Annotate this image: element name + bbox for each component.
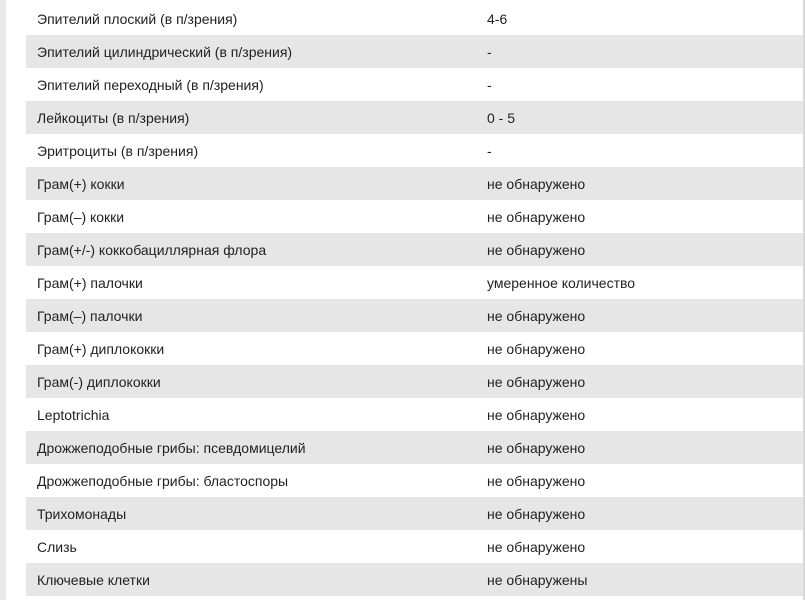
table-row bbox=[26, 68, 803, 101]
parameter-name: Leptotrichia bbox=[26, 398, 476, 431]
parameter-name: Ключевые клетки bbox=[26, 563, 476, 596]
page-left-edge bbox=[0, 0, 6, 600]
parameter-name: Слизь bbox=[26, 530, 476, 563]
table-row bbox=[26, 101, 803, 134]
parameter-name: Лейкоциты (в п/зрения) bbox=[26, 101, 476, 134]
table-row bbox=[26, 464, 803, 497]
table-row bbox=[26, 266, 803, 299]
parameter-value: не обнаружено bbox=[476, 431, 803, 464]
parameter-value: не обнаружено bbox=[476, 233, 803, 266]
table-row bbox=[26, 365, 803, 398]
table-row bbox=[26, 167, 803, 200]
parameter-value: умеренное количество bbox=[476, 266, 803, 299]
parameter-name: Грам(+) кокки bbox=[26, 167, 476, 200]
parameter-value: не обнаружено bbox=[476, 464, 803, 497]
parameter-value: не обнаружено bbox=[476, 497, 803, 530]
parameter-name: Грам(+/-) коккобациллярная флора bbox=[26, 233, 476, 266]
parameter-name: Трихомонады bbox=[26, 497, 476, 530]
table-row bbox=[26, 497, 803, 530]
parameter-name: Грам(–) палочки bbox=[26, 299, 476, 332]
parameter-value: не обнаружено bbox=[476, 530, 803, 563]
table-row bbox=[26, 563, 803, 596]
parameter-value: 4-6 bbox=[476, 2, 803, 35]
parameter-name: Дрожжеподобные грибы: псевдомицелий bbox=[26, 431, 476, 464]
parameter-value: не обнаружено bbox=[476, 332, 803, 365]
table-row bbox=[26, 233, 803, 266]
table-row bbox=[26, 530, 803, 563]
table-row bbox=[26, 2, 803, 35]
parameter-value: - bbox=[476, 134, 803, 167]
parameter-name: Грам(-) диплококки bbox=[26, 365, 476, 398]
parameter-value: - bbox=[476, 35, 803, 68]
parameter-name: Грам(+) палочки bbox=[26, 266, 476, 299]
parameter-value: - bbox=[476, 68, 803, 101]
analysis-results-table bbox=[26, 2, 803, 596]
parameter-value: не обнаружено bbox=[476, 398, 803, 431]
parameter-name: Эпителий переходный (в п/зрения) bbox=[26, 68, 476, 101]
parameter-value: 0 - 5 bbox=[476, 101, 803, 134]
parameter-name: Эпителий плоский (в п/зрения) bbox=[26, 2, 476, 35]
parameter-name: Эритроциты (в п/зрения) bbox=[26, 134, 476, 167]
table-row bbox=[26, 398, 803, 431]
parameter-value: не обнаружены bbox=[476, 563, 803, 596]
parameter-name: Дрожжеподобные грибы: бластоспоры bbox=[26, 464, 476, 497]
parameter-value: не обнаружено bbox=[476, 167, 803, 200]
table-row bbox=[26, 35, 803, 68]
table-row bbox=[26, 299, 803, 332]
table-row bbox=[26, 200, 803, 233]
parameter-value: не обнаружено bbox=[476, 299, 803, 332]
parameter-value: не обнаружено bbox=[476, 200, 803, 233]
table-row bbox=[26, 431, 803, 464]
parameter-name: Грам(+) диплококки bbox=[26, 332, 476, 365]
table-row bbox=[26, 332, 803, 365]
parameter-name: Эпителий цилиндрический (в п/зрения) bbox=[26, 35, 476, 68]
parameter-name: Грам(–) кокки bbox=[26, 200, 476, 233]
table-row bbox=[26, 134, 803, 167]
parameter-value: не обнаружено bbox=[476, 365, 803, 398]
